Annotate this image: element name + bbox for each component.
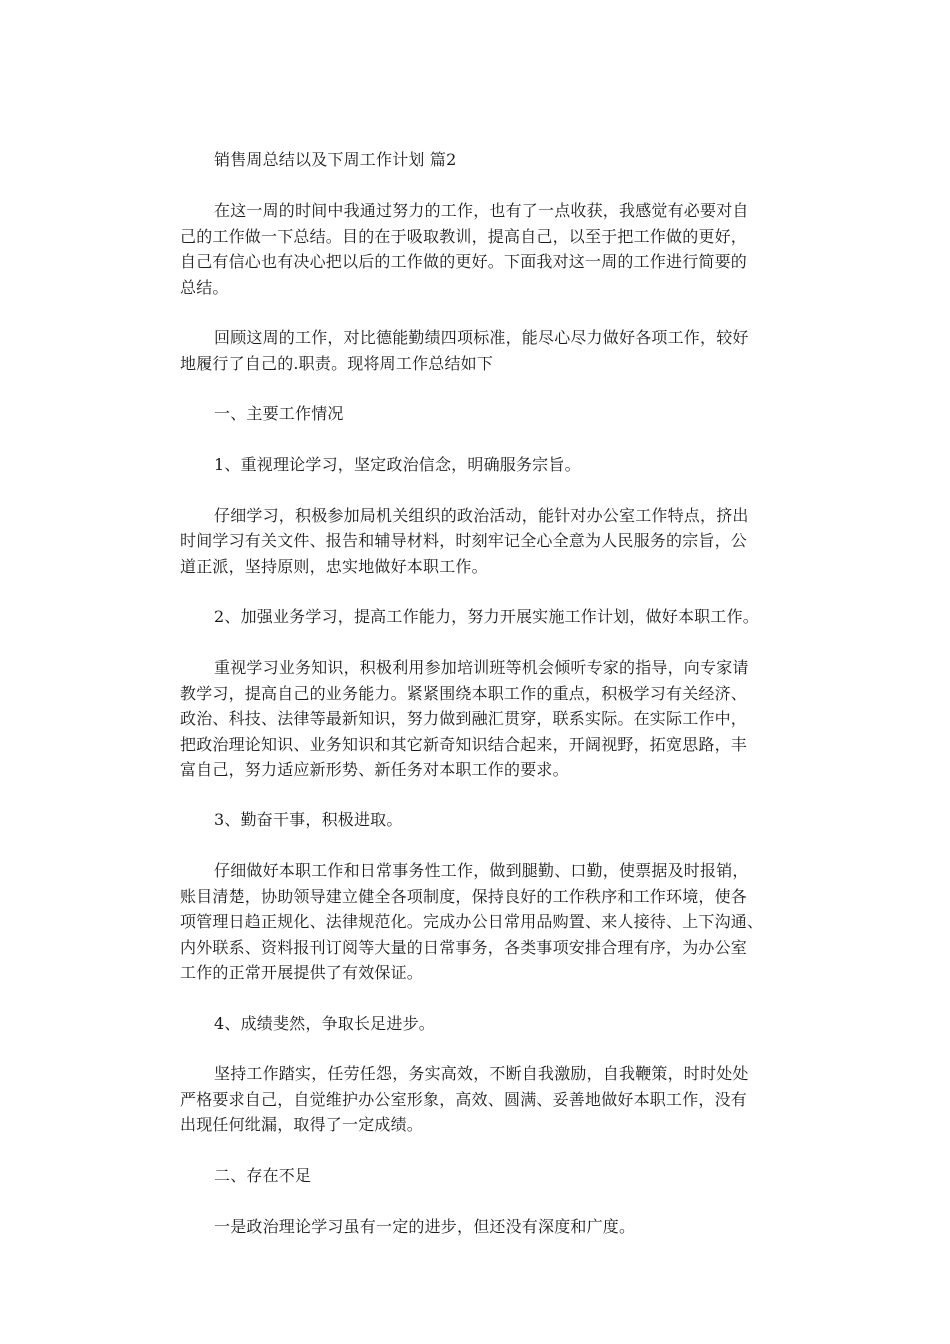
paragraph-line: 工作的正常开展提供了有效保证。 — [180, 963, 424, 982]
paragraph-line: 坚持工作踏实，任劳任怨，务实高效，不断自我激励，自我鞭策，时时处处 — [214, 1064, 749, 1083]
paragraph-line: 己的工作做一下总结。目的在于吸取教训，提高自己，以至于把工作做的更好， — [180, 227, 748, 246]
paragraph-line: 自己有信心也有决心把以后的工作做的更好。下面我对这一周的工作进行简要的 — [180, 252, 748, 271]
paragraph-line: 出现任何纰漏，取得了一定成绩。 — [180, 1115, 424, 1134]
paragraph-line: 时间学习有关文件、报告和辅导材料，时刻牢记全心全意为人民服务的宗旨，公 — [180, 531, 748, 550]
paragraph-line: 仔细做好本职工作和日常事务性工作，做到腿勤、口勤，使票据及时报销， — [214, 861, 749, 880]
paragraph-line: 富自己，努力适应新形势、新任务对本职工作的要求。 — [180, 760, 569, 779]
item-heading-4: 4、成绩斐然，争取长足进步。 — [214, 1014, 435, 1033]
paragraph-line: 重视学习业务知识，积极利用参加培训班等机会倾听专家的指导，向专家请 — [214, 658, 749, 677]
section-heading-shortcomings: 二、存在不足 — [214, 1166, 312, 1185]
paragraph-line: 教学习，提高自己的业务能力。紧紧围绕本职工作的重点，积极学习有关经济、 — [180, 684, 748, 703]
paragraph-line: 内外联系、资料报刊订阅等大量的日常事务，各类事项安排合理有序，为办公室 — [180, 938, 748, 957]
paragraph-line: 严格要求自己，自觉维护办公室形象，高效、圆满、妥善地做好本职工作，没有 — [180, 1090, 748, 1109]
paragraph-shortcoming-1: 一是政治理论学习虽有一定的进步，但还没有深度和广度。 — [214, 1217, 636, 1236]
document-title: 销售周总结以及下周工作计划 篇2 — [214, 150, 457, 169]
item-heading-3: 3、勤奋干事，积极进取。 — [214, 810, 403, 829]
paragraph-line: 地履行了自己的.职责。现将周工作总结如下 — [180, 354, 494, 373]
item-heading-2: 2、加强业务学习，提高工作能力，努力开展实施工作计划，做好本职工作。 — [214, 607, 759, 626]
paragraph-line: 在这一周的时间中我通过努力的工作，也有了一点收获，我感觉有必要对自 — [214, 201, 749, 220]
paragraph-line: 回顾这周的工作，对比德能勤绩四项标准，能尽心尽力做好各项工作，较好 — [214, 328, 749, 347]
paragraph-line: 总结。 — [180, 278, 229, 297]
paragraph-line: 政治、科技、法律等最新知识，努力做到融汇贯穿，联系实际。在实际工作中， — [180, 709, 748, 728]
paragraph-line: 道正派，坚持原则，忠实地做好本职工作。 — [180, 557, 488, 576]
paragraph-line: 账目清楚，协助领导建立健全各项制度，保持良好的工作秩序和工作环境，使各 — [180, 887, 748, 906]
section-heading-main-work: 一、主要工作情况 — [214, 404, 344, 423]
paragraph-line: 把政治理论知识、业务知识和其它新奇知识结合起来，开阔视野，拓宽思路，丰 — [180, 735, 748, 754]
item-heading-1: 1、重视理论学习，坚定政治信念，明确服务宗旨。 — [214, 455, 581, 474]
paragraph-line: 项管理日趋正规化、法律规范化。完成办公日常用品购置、来人接待、上下沟通、 — [180, 912, 764, 931]
paragraph-line: 仔细学习，积极参加局机关组织的政治活动，能针对办公室工作特点，挤出 — [214, 506, 749, 525]
